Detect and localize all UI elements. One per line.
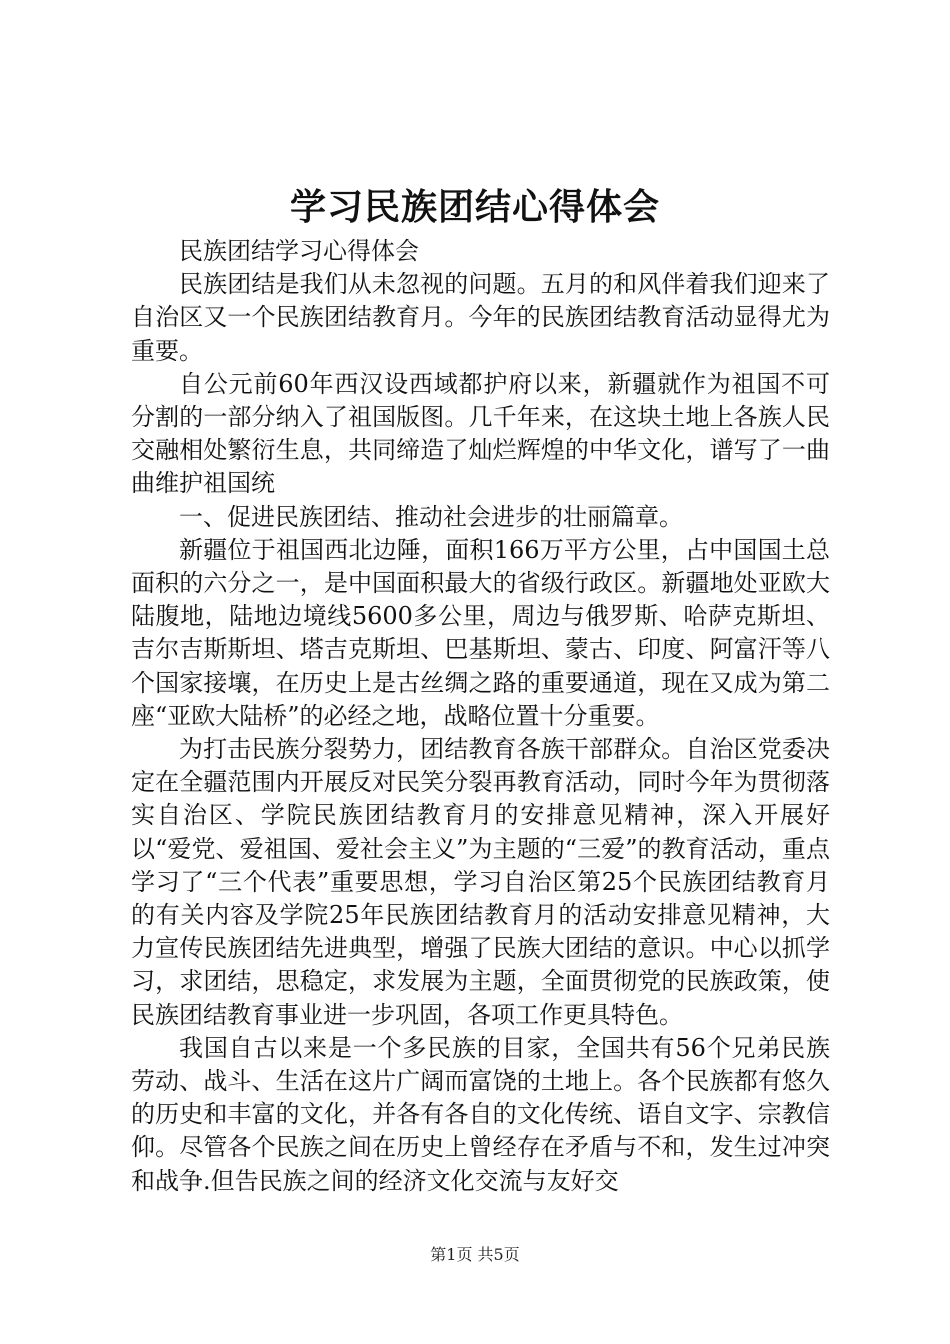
paragraph: 为打击民族分裂势力，团结教育各族干部群众。自治区党委决定在全疆范围内开展反对民笑分裂再教育活动，同时今年为贯彻落实自治区、学院民族团结教育月的安排意见精神，深入开展好以“爱党、爱祖国、爱社会主义”为主题的“三爱”的教育活动，重点学习了“三个代表”重要思想，学习自治区第25个民族团结教育月的有关内容及学院25年民族团结教育月的活动安排意见精神，大力宣传民族团结先进典型，增强了民族大团结的意识。中心以抓学习，求团结，思稳定，求发展为主题，全面贯彻党的民族政策，使民族团结教育事业进一步巩固，各项工作更具特色。 [131, 735, 830, 1029]
section-heading: 一、促进民族团结、推动社会进步的壮丽篇章。 [179, 502, 683, 531]
document-body [131, 235, 830, 1198]
page-number-footer: 第1页 共5页 [430, 1245, 520, 1264]
paragraph: 自公元前60年西汉设西域都护府以来，新疆就作为祖国不可分割的一部分纳入了祖国版图。几千年来，在这块土地上各族人民交融相处繁衍生息，共同缔造了灿烂辉煌的中华文化，谱写了一曲曲维护祖国统 [131, 369, 830, 498]
paragraph: 新疆位于祖国西北边陲，面积166万平方公里，占中国国土总面积的六分之一，是中国面积最大的省级行政区。新疆地处亚欧大陆腹地，陆地边境线5600多公里，周边与俄罗斯、哈萨克斯坦、吉尔吉斯斯坦、塔吉克斯坦、巴基斯坦、蒙古、印度、阿富汗等八个国家接壤，在历史上是古丝绸之路的重要通道，现在又成为第二座“亚欧大陆桥”的必经之地，战略位置十分重要。 [131, 535, 830, 730]
paragraph: 民族团结是我们从未忽视的问题。五月的和风伴着我们迎来了自治区又一个民族团结教育月。今年的民族团结教育活动显得尤为重要。 [131, 270, 830, 365]
paragraph-subtitle: 民族团结学习心得体会 [179, 237, 419, 265]
paragraph: 我国自古以来是一个多民族的目家，全国共有56个兄弟民族劳动、战斗、生活在这片广阔而富饶的土地上。各个民族都有悠久的历史和丰富的文化，并各有各自的文化传统、语自文字、宗教信仰。尽管各个民族之间在历史上曾经存在矛盾与不和，发生过冲突和战争.但告民族之间的经济文化交流与友好交 [131, 1033, 830, 1195]
document-title: 学习民族团结心得体会 [289, 186, 660, 228]
